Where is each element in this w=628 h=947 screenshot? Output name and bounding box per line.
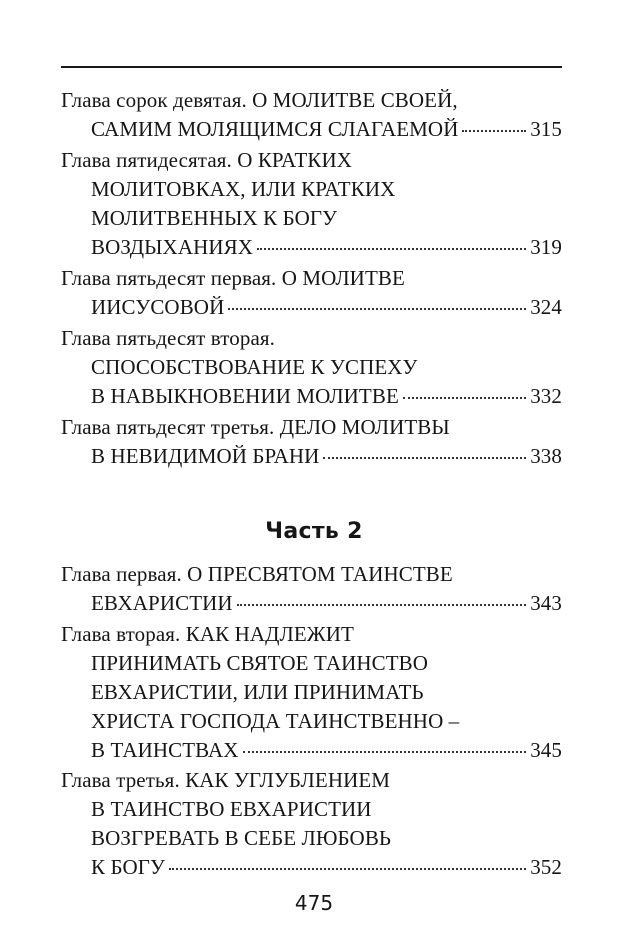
toc-entry-last-line: [61, 293, 562, 322]
toc-entry: [61, 86, 562, 144]
toc-page-number: 324: [530, 295, 562, 319]
dot-leader: [462, 129, 526, 132]
toc-entry-line: Глава вторая. КАК НАДЛЕЖИТ: [61, 622, 354, 646]
toc-page-number: 345: [530, 738, 562, 762]
toc-entry-line: В ТАИНСТВАХ: [91, 738, 239, 762]
toc-entry-line: К БОГУ: [91, 855, 165, 879]
toc-page-number: 343: [530, 591, 562, 615]
toc-entry-last-line: [61, 442, 562, 471]
toc-page-number: 338: [530, 444, 562, 468]
dot-leader: [323, 456, 526, 459]
toc-entry: [61, 413, 562, 471]
dot-leader: [257, 247, 526, 250]
toc-entry-last-line: [61, 382, 562, 411]
toc-entry-last-line: [61, 233, 562, 262]
toc-entry-line: ЕВХАРИСТИИ, ИЛИ ПРИНИМАТЬ: [91, 680, 424, 704]
toc-entry-line: САМИМ МОЛЯЩИМСЯ СЛАГАЕМОЙ: [91, 117, 459, 141]
toc-entry: [61, 146, 562, 262]
toc-entry-last-line: [61, 115, 562, 144]
toc-entry: [61, 766, 562, 882]
toc-entry: [61, 620, 562, 765]
dot-leader: [228, 307, 526, 310]
toc-entry-line: В НЕВИДИМОЙ БРАНИ: [91, 444, 320, 468]
dot-leader: [243, 750, 527, 753]
page-number: 475: [294, 891, 334, 915]
toc-entry-line: ХРИСТА ГОСПОДА ТАИНСТВЕННО –: [91, 709, 460, 733]
toc-entry-line: ИИСУСОВОЙ: [91, 295, 225, 319]
toc-entry-line: Глава пятидесятая. О КРАТКИХ: [61, 148, 353, 172]
toc-entry-last-line: [61, 853, 562, 882]
toc-entry: [61, 324, 562, 411]
toc-entry-line: ПРИНИМАТЬ СВЯТОЕ ТАИНСТВО: [91, 651, 429, 675]
dot-leader: [403, 396, 526, 399]
toc-entry-last-line: [61, 589, 562, 618]
dot-leader: [237, 603, 527, 606]
toc-entry-line: Глава пятьдесят первая. О МОЛИТВЕ: [61, 266, 405, 290]
toc-entry-line: МОЛИТВЕННЫХ К БОГУ: [91, 206, 338, 230]
toc-entry-last-line: [61, 736, 562, 765]
toc-page-number: 319: [530, 235, 562, 259]
toc-entry-line: СПОСОБСТВОВАНИЕ К УСПЕХУ: [91, 355, 418, 379]
toc-entry-line: ВОЗДЫХАНИЯХ: [91, 235, 253, 259]
toc-page-number: 315: [530, 117, 562, 141]
toc-entry-line: Глава сорок девятая. О МОЛИТВЕ СВОЕЙ,: [61, 88, 458, 112]
toc-page-number: 332: [530, 384, 562, 408]
header-rule: [61, 66, 562, 68]
part-heading: Часть 2: [265, 519, 363, 544]
dot-leader: [169, 867, 526, 870]
toc-entry-line: Глава третья. КАК УГЛУБЛЕНИЕМ: [61, 768, 391, 792]
toc-entry-line: Глава первая. О ПРЕСВЯТОМ ТАИНСТВЕ: [61, 562, 453, 586]
toc-entry-line: ЕВХАРИСТИИ: [91, 591, 233, 615]
toc-entry-line: Глава пятьдесят третья. ДЕЛО МОЛИТВЫ: [61, 415, 450, 439]
toc-entry: [61, 264, 562, 322]
toc-entry-line: В НАВЫКНОВЕНИИ МОЛИТВЕ: [91, 384, 399, 408]
toc-page-number: 352: [530, 855, 562, 879]
toc-entry-line: МОЛИТОВКАХ, ИЛИ КРАТКИХ: [91, 177, 396, 201]
toc-entry: [61, 560, 562, 618]
toc-entry-line: ВОЗГРЕВАТЬ В СЕБЕ ЛЮБОВЬ: [91, 826, 392, 850]
toc-entry-line: В ТАИНСТВО ЕВХАРИСТИИ: [91, 797, 372, 821]
toc-entry-line: Глава пятьдесят вторая.: [61, 326, 275, 350]
